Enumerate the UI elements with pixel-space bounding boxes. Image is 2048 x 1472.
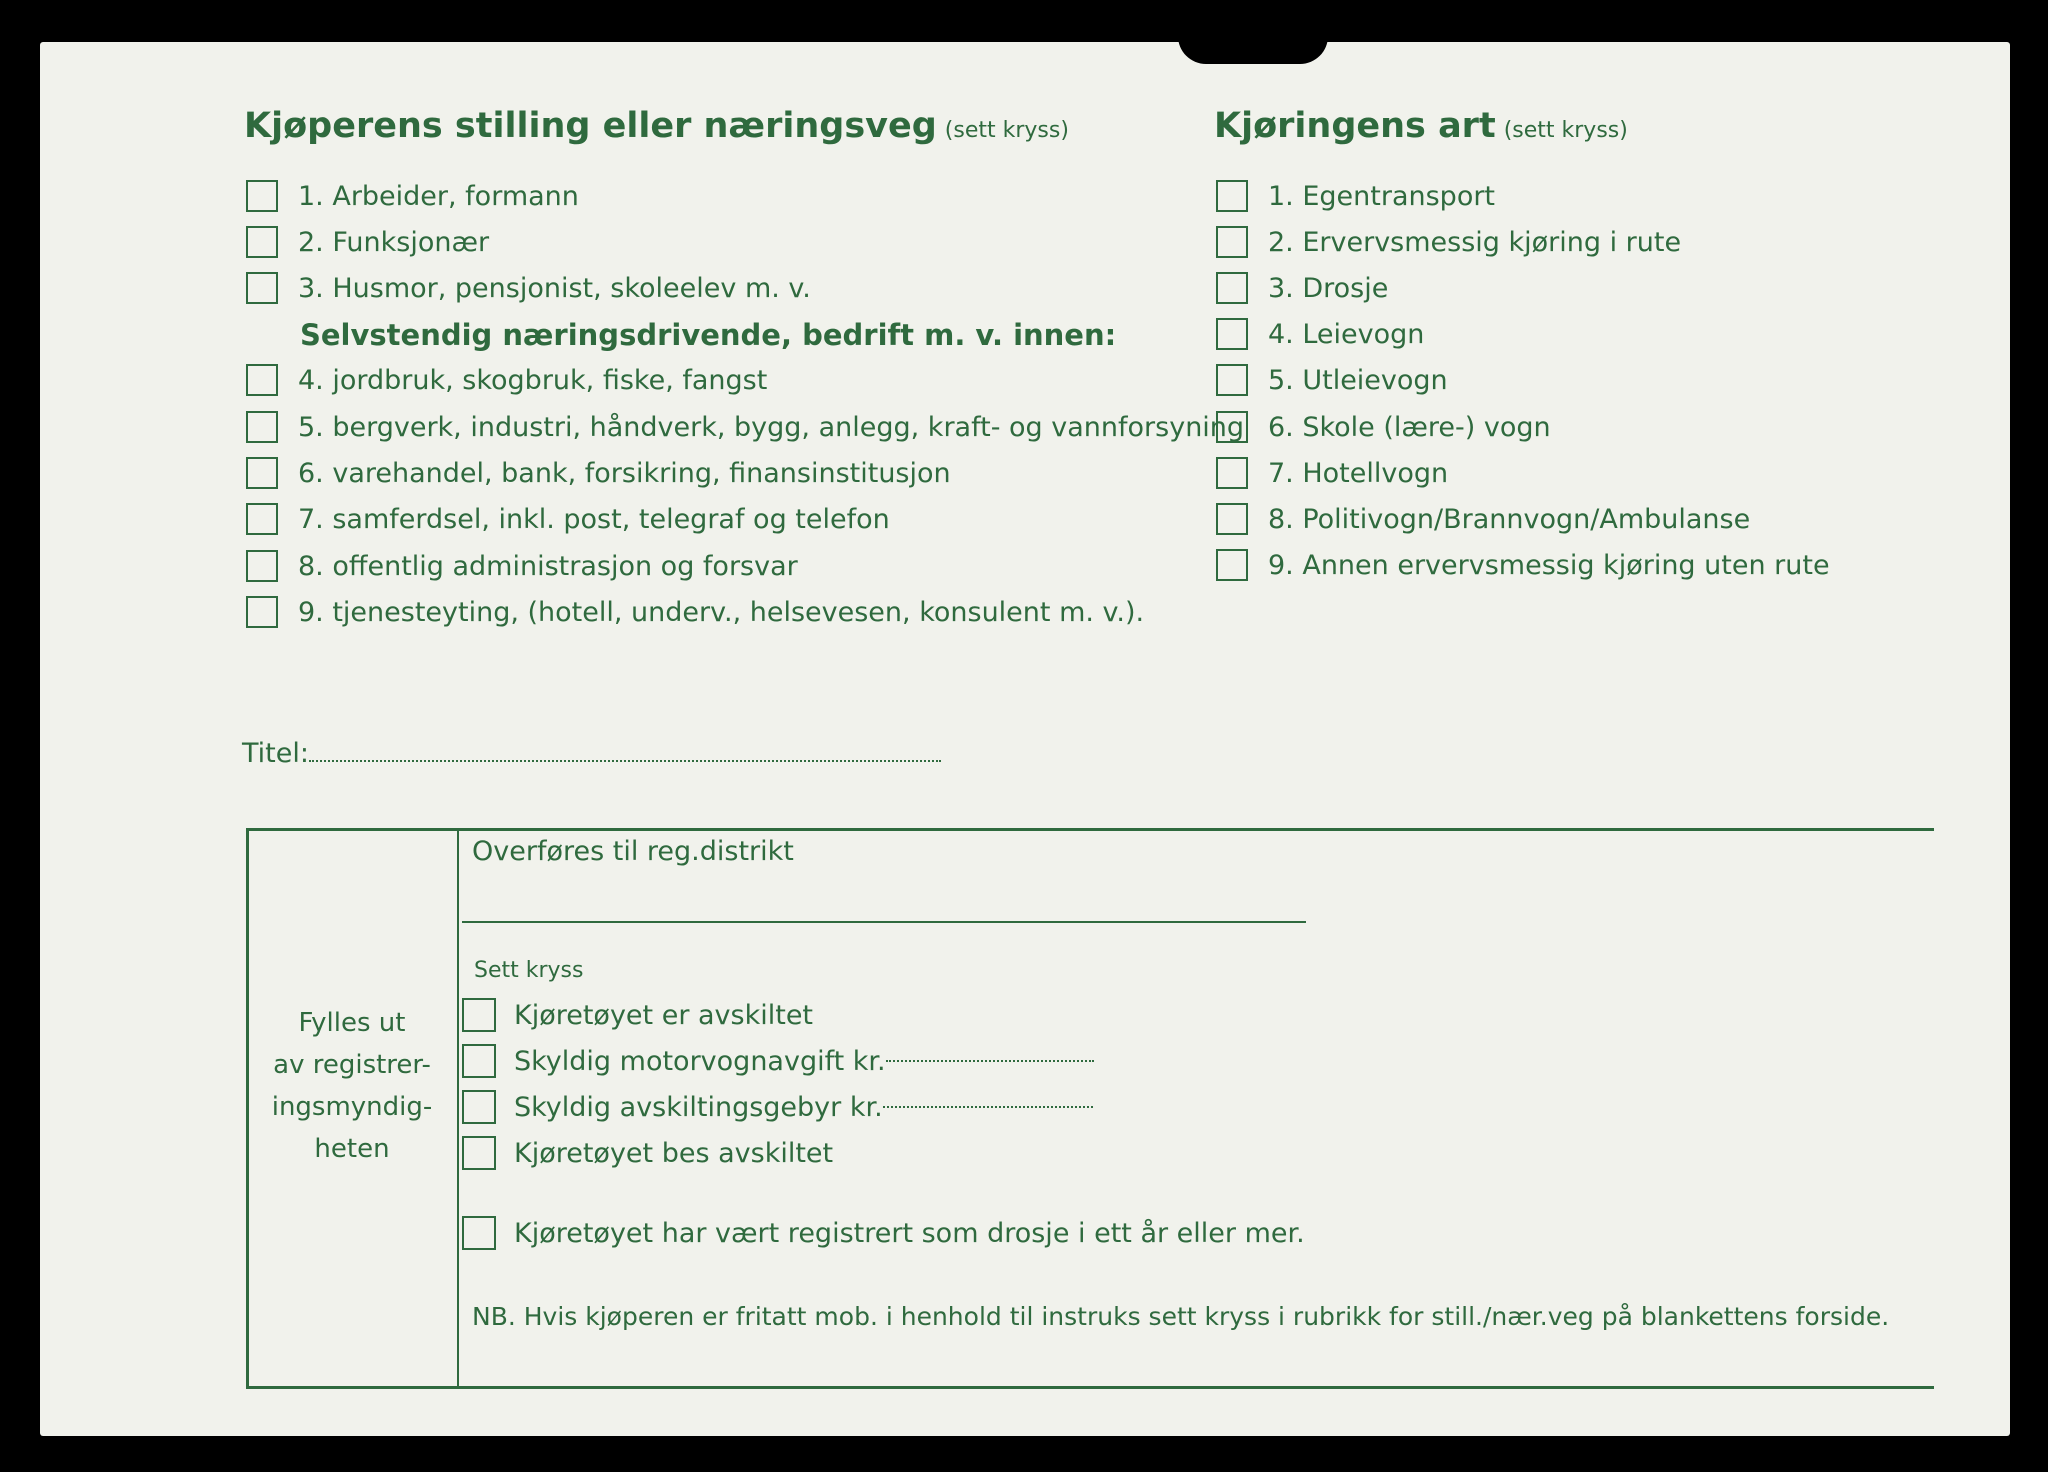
option-label: 4. Leievogn — [1268, 318, 1425, 350]
checkbox[interactable] — [1216, 272, 1248, 304]
checkbox[interactable] — [246, 596, 278, 628]
checkbox[interactable] — [1216, 503, 1248, 535]
frame-divider-line — [457, 828, 459, 1389]
option-label: 2. Ervervsmessig kjøring i rute — [1268, 226, 1682, 258]
option-label: 8. offentlig administrasjon og forsvar — [298, 550, 798, 582]
registry-option-taxi[interactable] — [462, 1216, 1305, 1250]
side-label-line: ingsmyndig- — [271, 1092, 433, 1122]
option-label: 9. tjenesteyting, (hotell, underv., helsevesen, konsulent m. v.). — [298, 596, 1145, 628]
option-label: 6. varehandel, bank, forsikring, finansinstitusjon — [298, 457, 951, 489]
checkbox[interactable] — [1216, 364, 1248, 396]
checkbox[interactable] — [1216, 411, 1248, 443]
driving-option-3[interactable] — [1216, 272, 1388, 304]
registry-side-label — [252, 1002, 452, 1170]
business-subheading: Selvstendig næringsdrivende, bedrift m. v. innen: — [300, 318, 1117, 352]
buyer-option-4[interactable] — [246, 364, 767, 396]
option-label: 4. jordbruk, skogbruk, fiske, fangst — [298, 364, 768, 396]
buyer-heading-text: Kjøperens stilling eller næringsveg — [244, 106, 937, 146]
torn-notch — [1178, 36, 1328, 64]
title-field[interactable] — [242, 738, 941, 769]
option-label: 3. Husmor, pensjonist, skoleelev m. v. — [298, 272, 811, 304]
driving-option-5[interactable] — [1216, 364, 1448, 396]
driving-heading-text: Kjøringens art — [1214, 106, 1496, 146]
checkbox[interactable] — [246, 180, 278, 212]
option-label: Skyldig motorvognavgift kr. — [514, 1045, 886, 1077]
frame-bottom-line — [246, 1386, 1934, 1389]
option-label: 6. Skole (lære-) vogn — [1268, 411, 1551, 443]
option-label: 1. Arbeider, formann — [298, 180, 579, 212]
amount-dotted-line[interactable] — [886, 1060, 1094, 1062]
buyer-option-8[interactable] — [246, 550, 798, 582]
driving-option-2[interactable] — [1216, 226, 1681, 258]
checkbox[interactable] — [246, 226, 278, 258]
checkbox[interactable] — [246, 364, 278, 396]
buyer-option-5[interactable] — [246, 411, 1244, 443]
registry-option-vehicle-tax[interactable] — [462, 1044, 1094, 1078]
checkbox[interactable] — [246, 272, 278, 304]
frame-left-line — [246, 828, 249, 1389]
checkbox[interactable] — [462, 1044, 496, 1078]
title-label: Titel: — [242, 738, 309, 769]
mark-label: Sett kryss — [474, 958, 584, 983]
driving-option-7[interactable] — [1216, 457, 1448, 489]
checkbox[interactable] — [462, 1136, 496, 1170]
checkbox[interactable] — [246, 411, 278, 443]
title-dotted-line[interactable] — [309, 760, 941, 762]
checkbox[interactable] — [1216, 318, 1248, 350]
driving-heading — [1214, 106, 1628, 146]
option-label: 8. Politivogn/Brannvogn/Ambulanse — [1268, 503, 1751, 535]
checkbox[interactable] — [246, 550, 278, 582]
option-label: 9. Annen ervervsmessig kjøring uten rute — [1268, 549, 1830, 581]
side-label-line: av registrer- — [273, 1050, 431, 1080]
checkbox[interactable] — [1216, 549, 1248, 581]
option-label: Kjøretøyet er avskiltet — [514, 999, 814, 1031]
frame-top-line — [246, 828, 1934, 831]
driving-option-1[interactable] — [1216, 180, 1495, 212]
checkbox[interactable] — [462, 998, 496, 1032]
checkbox[interactable] — [1216, 226, 1248, 258]
side-label-line: heten — [314, 1134, 390, 1164]
buyer-option-7[interactable] — [246, 503, 890, 535]
driving-option-4[interactable] — [1216, 318, 1424, 350]
option-label: Kjøretøyet bes avskiltet — [514, 1137, 834, 1169]
option-label: 2. Funksjonær — [298, 226, 490, 258]
buyer-option-1[interactable] — [246, 180, 579, 212]
option-label: 7. Hotellvogn — [1268, 457, 1449, 489]
option-label: Skyldig avskiltingsgebyr kr. — [514, 1091, 883, 1123]
checkbox[interactable] — [462, 1090, 496, 1124]
driving-option-6[interactable] — [1216, 411, 1551, 443]
option-label: 7. samferdsel, inkl. post, telegraf og telefon — [298, 503, 890, 535]
option-label: 5. bergverk, industri, håndverk, bygg, anlegg, kraft- og vannforsyning — [298, 411, 1245, 443]
option-label: 3. Drosje — [1268, 272, 1389, 304]
nb-note: NB. Hvis kjøperen er fritatt mob. i henhold til instruks sett kryss i rubrikk for still./nær.veg på blankettens forside. — [472, 1302, 1890, 1331]
transfer-label: Overføres til reg.distrikt — [472, 836, 794, 867]
buyer-option-9[interactable] — [246, 596, 1144, 628]
amount-dotted-line[interactable] — [883, 1106, 1093, 1108]
transfer-input-line[interactable] — [462, 921, 1306, 923]
checkbox[interactable] — [462, 1216, 496, 1250]
buyer-option-2[interactable] — [246, 226, 489, 258]
registry-option-plate-fee[interactable] — [462, 1090, 1093, 1124]
checkbox[interactable] — [1216, 180, 1248, 212]
driving-option-9[interactable] — [1216, 549, 1830, 581]
registry-option-deregistered[interactable] — [462, 998, 813, 1032]
buyer-option-3[interactable] — [246, 272, 811, 304]
option-label: 1. Egentransport — [1268, 180, 1496, 212]
option-label: 5. Utleievogn — [1268, 364, 1448, 396]
driving-option-8[interactable] — [1216, 503, 1750, 535]
registry-option-request-deregister[interactable] — [462, 1136, 833, 1170]
checkbox[interactable] — [246, 457, 278, 489]
driving-heading-note: (sett kryss) — [1503, 118, 1628, 143]
checkbox[interactable] — [1216, 457, 1248, 489]
buyer-heading-note: (sett kryss) — [944, 118, 1069, 143]
option-label: Kjøretøyet har vært registrert som drosje i ett år eller mer. — [514, 1217, 1305, 1249]
buyer-heading — [244, 106, 1069, 146]
side-label-line: Fylles ut — [298, 1008, 406, 1038]
checkbox[interactable] — [246, 503, 278, 535]
buyer-option-6[interactable] — [246, 457, 951, 489]
